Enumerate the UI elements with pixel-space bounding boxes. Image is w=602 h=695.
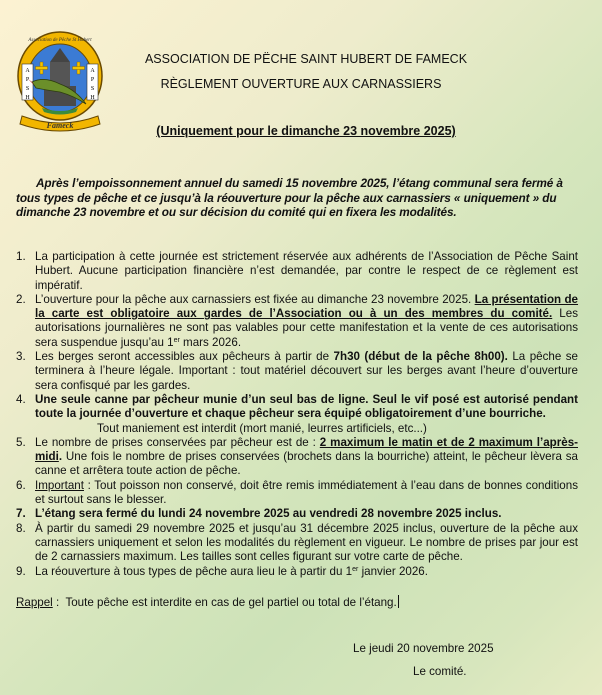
rule-text-part: mars 2026. <box>179 335 242 349</box>
association-title: ASSOCIATION DE PËCHE SAINT HUBERT DE FAMECK <box>144 52 468 66</box>
svg-text:P: P <box>25 77 30 83</box>
rule-number: 8. <box>16 521 26 535</box>
rule-item-3 <box>16 350 578 393</box>
rule-text <box>35 293 578 350</box>
signature: Le comité. <box>413 665 467 678</box>
regulation-title: RÈGLEMENT OUVERTURE AUX CARNASSIERS <box>160 77 442 91</box>
rule-text <box>35 479 578 508</box>
svg-text:A: A <box>25 68 30 74</box>
rule-number: 7. <box>16 507 26 521</box>
rule-text <box>35 565 578 579</box>
rule-item-5 <box>16 436 578 479</box>
rule-text-part: Une fois le nombre de prises conservées (brochets dans la bourriche) atteint, le pêcheur lèvera sa canne et arrêtera toute action de pêche. <box>35 450 578 478</box>
rule-number: 2. <box>16 292 26 306</box>
rule-emphasis: Important <box>35 478 84 492</box>
rule-text <box>35 393 578 436</box>
rule-text-part: Tout maniement est interdit (mort manié, leurres artificiels, etc...) <box>97 421 427 435</box>
rule-text <box>35 436 578 479</box>
rule-text-part: . <box>58 450 63 464</box>
svg-text:S: S <box>25 86 30 92</box>
rule-item-6 <box>16 479 578 508</box>
rule-emphasis: La présentation de la carte est obligatoire aux gardes de l’Association ou à un des membres du comité. <box>35 292 579 321</box>
rule-text-part: Le nombre de prises conservées par pêcheur est de : <box>35 435 320 449</box>
rule-text: L’étang sera fermé du lundi 24 novembre 2025 au vendredi 28 novembre 2025 inclus. <box>35 507 502 521</box>
svg-text:S: S <box>90 86 95 92</box>
rule-text <box>35 350 578 393</box>
rule-item-1 <box>16 250 578 293</box>
rule-text-part: janvier 2026. <box>358 564 428 578</box>
intro-paragraph: Après l’empoissonnement annuel du samedi 15 novembre 2025, l’étang communal sera fermé à tous types de pêche et ce jusqu’à la réouverture pour la pêche aux carnassiers « uniquement » du dimanche 23 novembre et ou sur décision du comité qui en fixera les modalités. <box>16 176 563 219</box>
ordinal-superscript: er <box>352 565 359 573</box>
svg-text:A: A <box>90 68 95 74</box>
svg-text:P: P <box>90 77 95 83</box>
rule-item-4 <box>16 393 578 436</box>
svg-text:H: H <box>25 95 30 101</box>
reminder-label: Rappel <box>16 596 53 609</box>
rule-number: 1. <box>16 250 26 263</box>
reminder-line <box>16 595 399 609</box>
rule-number: 4. <box>16 392 26 406</box>
rule-number: 5. <box>16 435 26 449</box>
rule-text-part: : Tout poisson non conservé, doit être remis immédiatement à l’eau dans de bonnes conditions et surtout sans le blesser. <box>35 478 578 507</box>
text-cursor[interactable] <box>398 595 399 608</box>
rule-emphasis: 2 maximum le matin et de 2 maximum l’après-midi <box>35 435 578 464</box>
rule-text: À partir du samedi 29 novembre 2025 et jusqu’au 31 décembre 2025 inclus, ouverture de la pêche aux carnassiers uniquement et selon les modalités du règlement en vigueur. Le nombre de prises par jour est de 2 carnassiers maximum. Les tailles sont celles figurant sur votre carte de pêche. <box>35 521 578 564</box>
rule-emphasis: Une seule canne par pêcheur munie d’un seul bas de ligne. Seul le vif posé est autorisé pendant toute la journée d’ouverture et chaque pêcheur sera équipé obligatoirement d’une bourriche. <box>35 392 578 421</box>
rule-text-part: Les autorisations journalières ne sont pas valables pour cette manifestation et la vente de ces autorisations sera suspendue jusqu’au 1 <box>35 307 578 349</box>
svg-text:Fameck: Fameck <box>46 121 74 130</box>
rule-item-2 <box>16 293 578 350</box>
reminder-separator: : <box>52 596 66 609</box>
rule-number: 3. <box>16 350 26 364</box>
rule-number: 6. <box>16 478 26 492</box>
rule-item-8 <box>16 522 578 565</box>
rule-text-part: La pêche se terminera à l’heure légale. Important : tout matériel découvert sur les berges avant l’heure d’ouverture sera confisqué par les gardes. <box>35 350 578 392</box>
rule-text-part: L’ouverture pour la pêche aux carnassiers est fixée au dimanche 23 novembre 2025. <box>35 292 475 306</box>
ordinal-superscript: er <box>173 336 180 344</box>
rule-text-part: Les berges seront accessibles aux pêcheurs à partir de <box>35 350 334 364</box>
reminder-text: Toute pêche est interdite en cas de gel partiel ou total de l’étang. <box>65 596 397 609</box>
rules-list <box>16 250 578 579</box>
rule-item-9 <box>16 565 578 579</box>
rule-number: 9. <box>16 564 26 578</box>
svg-text:Association de Pêche St Hubert: Association de Pêche St Hubert <box>28 38 92 43</box>
rule-emphasis: 7h30 (début de la pêche 8h00). <box>333 350 508 364</box>
rule-item-7 <box>16 507 578 521</box>
svg-text:H: H <box>90 95 95 101</box>
rule-text: La participation à cette journée est strictement réservée aux adhérents de l’Association de Pêche Saint Hubert. Aucune participation financière n’est demandée, par contre le respect de ce règlement est impératif. <box>35 250 578 292</box>
date-subtitle: (Uniquement pour le dimanche 23 novembre 2025) <box>156 124 456 138</box>
document-date: Le jeudi 20 novembre 2025 <box>353 642 494 655</box>
rule-text-part: La réouverture à tous types de pêche aura lieu le à partir du 1 <box>35 564 353 578</box>
